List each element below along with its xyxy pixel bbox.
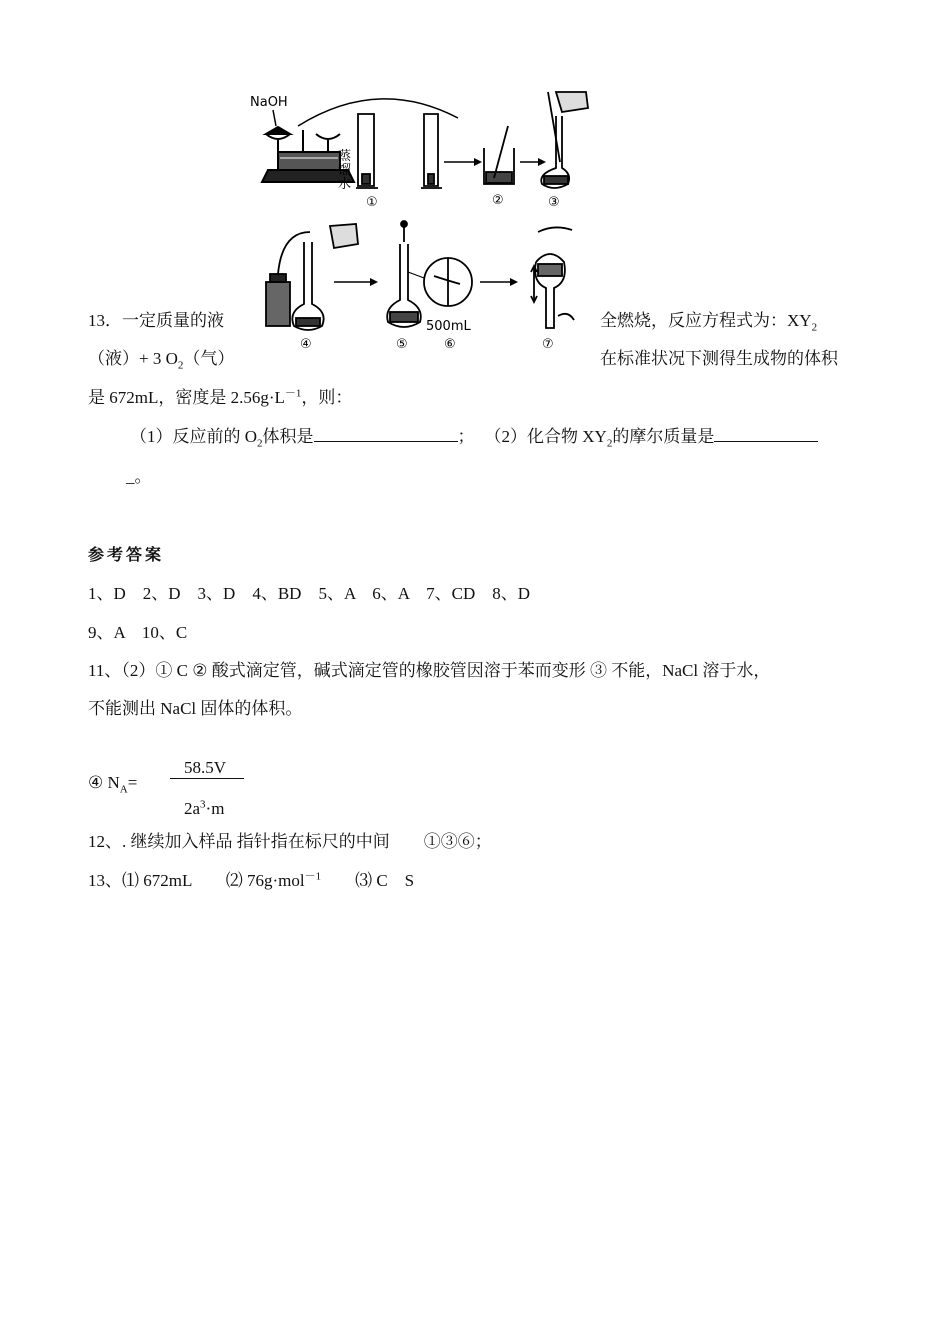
q13-line2-start-text: （液）+ 3 O [88,349,178,368]
answers-row-3: 11、（2）① C ② 酸式滴定管，碱式滴定管的橡胶管因溶于苯而变形 ③ 不能，NaCl 溶于水， [88,661,771,680]
q13-answer-blank-1[interactable] [314,441,458,442]
q13-line3-text: 是 672mL，密度是 2.56g·L [88,388,285,407]
q13-part1-a: （1）反应前的 O [130,427,258,446]
step-label-4: ④ [300,337,312,352]
q13-line1-end-text: 全燃烧，反应方程式为：XY [600,311,812,330]
q13-part2-b: 的摩尔质量是 [612,427,715,446]
q13-part1-sub: 2 [257,437,263,450]
step-label-6: ⑥ [444,337,456,352]
q13-parts [130,427,818,450]
magnifier-drawing [408,258,472,306]
cylinders-drawing [356,114,442,188]
flask-4-drawing [266,224,358,330]
q13-answer-blank-2[interactable] [714,441,818,442]
answers-row-4: 不能测出 NaCl 固体的体积。 [88,699,303,718]
answers-row-1: 1、D 2、D 3、D 4、BD 5、A 6、A 7、CD 8、D [88,584,531,603]
q13-line3 [88,389,352,406]
answers-row-13-sup: －1 [304,870,322,883]
q13-line1-end [600,311,818,334]
step-label-1: ① [366,195,378,210]
na-eq: = [127,773,138,792]
q13-line2-end: 在标准状况下测得生成物的体积 [600,349,838,368]
na-numerator: 58.5V [184,758,227,777]
flask-5-drawing [387,221,421,327]
volume-label: 500mL [426,319,471,334]
step-label-5: ⑤ [396,337,408,352]
na-denominator-a: 2a [184,799,201,818]
q13-part-sep: ； [457,427,475,446]
answers-row-13-a: 13、⑴ 672mL ⑵ 76g·mol [88,871,305,890]
apparatus-figure [238,82,593,354]
step-label-7: ⑦ [542,337,554,352]
na-denominator-b: ·m [205,799,225,818]
q13-line3-sup: －1 [284,387,302,400]
water-label-3: 水 [338,177,352,192]
q13-part1-b: 体积是 [262,427,314,446]
na-sub: A [119,783,128,796]
q13-line3-tail: ，则： [301,388,353,407]
na-formula-lhs [88,773,138,796]
step-label-3: ③ [548,195,560,210]
na-denominator-sup: 3 [200,798,206,811]
na-prefix: ④ N [88,773,120,792]
q13-line2-mid: （气） [183,349,235,368]
q13-line1-sub: 2 [811,321,818,334]
q13-line2-sub: 2 [177,359,184,372]
water-label-2: 馏 [338,163,352,178]
answers-row-13-b: ⑶ C S [321,871,415,890]
apparatus-diagram [238,82,593,354]
q13-line1-start: 13．一定质量的液 [88,311,224,330]
q13-line2-start [88,349,235,372]
answers-row-2: 9、A 10、C [88,623,188,642]
na-denominator [184,800,224,817]
naoh-label: NaOH [250,95,288,110]
flask-7-drawing [531,227,574,328]
fraction-bar [170,778,244,779]
beaker-drawing [484,126,514,184]
water-label-1: 蒸 [338,149,352,164]
flask-3-drawing [541,92,588,188]
answers-row-12: 12、. 继续加入样品 指针指在标尺的中间 ①③⑥； [88,832,492,851]
q13-tail: _。 [126,467,152,486]
transfer-arc [298,99,458,126]
answers-row-13 [88,872,414,889]
q13-part2-a: （2）化合物 XY [484,427,607,446]
q13-part2-sub: 2 [606,437,613,450]
step-label-2: ② [492,193,504,208]
answers-heading: 参考答案 [88,545,165,564]
